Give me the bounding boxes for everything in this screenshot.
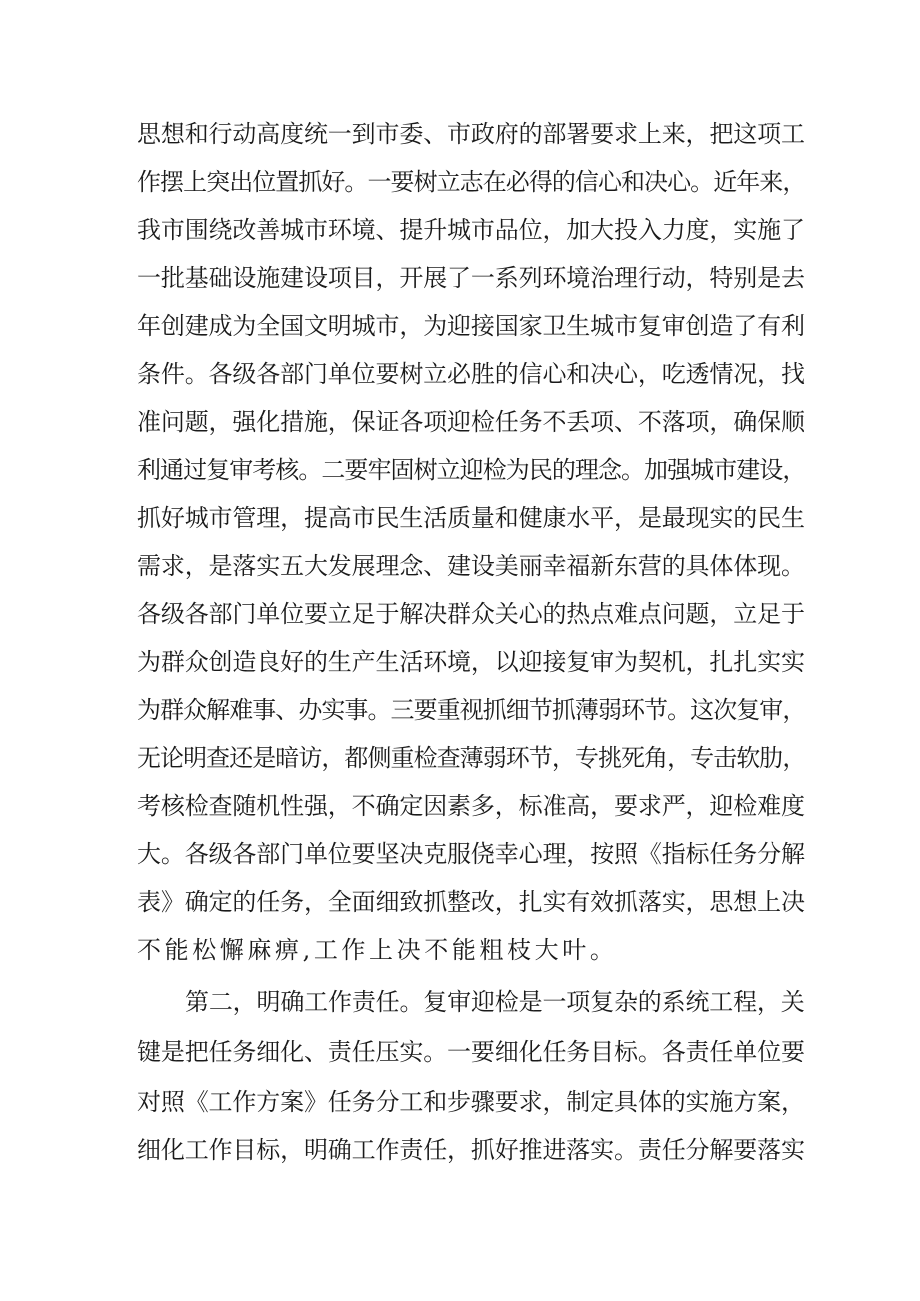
text-line: 一批基础设施建设项目，开展了一系列环境治理行动，特别是去 [137,264,805,292]
text-line: 利通过复审考核。二要牢固树立迎检为民的理念。加强城市建设， [137,456,806,484]
text-line: 我市围绕改善城市环境、提升城市品位，加大投入力度，实施了 [137,216,805,244]
text-line: 准问题，强化措施，保证各项迎检任务不丢项、不落项，确保顺 [137,408,805,436]
paragraph-first-line: 第二，明确工作责任。复审迎检是一项复杂的系统工程，关 [185,988,805,1016]
text-line: 需求，是落实五大发展理念、建设美丽幸福新东营的具体体现。 [137,552,805,580]
text-line: 思想和行动高度统一到市委、市政府的部署要求上来，把这项工 [137,120,805,148]
text-line: 细化工作目标，明确工作责任，抓好推进落实。责任分解要落实 [137,1136,805,1164]
text-line: 表》确定的任务，全面细致抓整改，扎实有效抓落实，思想上决 [137,888,805,916]
text-line: 不能松懈麻痹,工作上决不能粗枝大叶。 [137,936,618,964]
text-line: 键是把任务细化、责任压实。一要细化任务目标。各责任单位要 [137,1038,805,1066]
text-line: 年创建成为全国文明城市，为迎接国家卫生城市复审创造了有利 [137,312,805,340]
text-line: 无论明查还是暗访，都侧重检查薄弱环节，专挑死角，专击软肋， [137,744,806,772]
text-line: 考核检查随机性强，不确定因素多，标准高，要求严，迎检难度 [137,792,805,820]
text-line: 为群众创造良好的生产生活环境，以迎接复审为契机，扎扎实实 [137,648,805,676]
text-line: 条件。各级各部门单位要树立必胜的信心和决心，吃透情况，找 [137,360,805,388]
text-line: 作摆上突出位置抓好。一要树立志在必得的信心和决心。近年来， [137,168,806,196]
text-line: 大。各级各部门单位要坚决克服侥幸心理，按照《指标任务分解 [137,840,805,868]
text-line: 为群众解难事、办实事。三要重视抓细节抓薄弱环节。这次复审， [137,696,806,724]
text-line: 各级各部门单位要立足于解决群众关心的热点难点问题，立足于 [137,600,805,628]
text-line: 抓好城市管理，提高市民生活质量和健康水平，是最现实的民生 [137,504,805,532]
text-line: 对照《工作方案》任务分工和步骤要求，制定具体的实施方案， [137,1088,805,1116]
